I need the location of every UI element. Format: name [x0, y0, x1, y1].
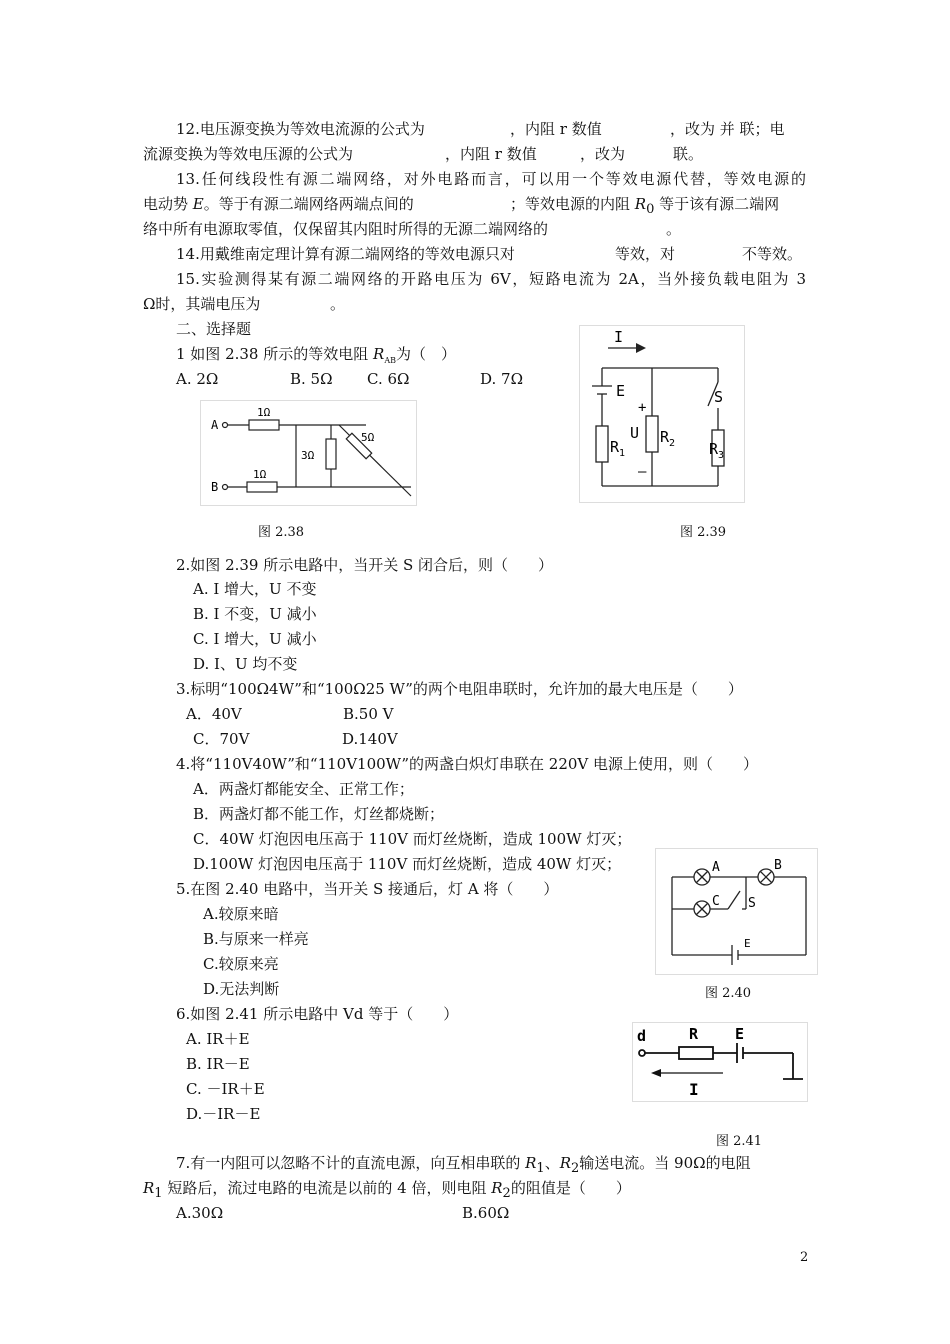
- q3-option-a: A．40V: [186, 705, 242, 723]
- q12-line2-a: 流源变换为等效电压源的公式为: [143, 145, 354, 163]
- q7-r1-symbol-2: R: [143, 1179, 155, 1197]
- q6-option-c: C. －IR＋E: [186, 1080, 265, 1098]
- figure-2-38-circuit: [201, 401, 416, 505]
- q13-emf-symbol: E: [192, 195, 204, 213]
- fig240-switch: S: [748, 896, 756, 911]
- q7-sep: 、: [544, 1154, 560, 1172]
- q1-option-d: D. 7Ω: [480, 370, 524, 388]
- q12-line1-c: ，改为 并 联；电: [670, 120, 785, 138]
- fig239-voltage-label: U: [630, 424, 640, 442]
- q7-line2-b: 的阻值是（ ）: [510, 1179, 631, 1197]
- q4-stem: 4.将“110V40W”和“110V100W”的两盏白炽灯串联在 220V 电源上使用，则（ ）: [176, 755, 759, 773]
- page-number: 2: [800, 1250, 809, 1265]
- fig239-source-label: E: [616, 382, 626, 400]
- q5-stem: 5.在图 2.40 电路中，当开关 S 接通后，灯 A 将（ ）: [176, 880, 559, 898]
- figure-2-39: [579, 325, 745, 503]
- q7-option-b: B.60Ω: [462, 1204, 510, 1222]
- fig239-current-label: I: [614, 328, 624, 346]
- q14-a: 14.用戴维南定理计算有源二端网络的等效电源只对: [176, 245, 515, 263]
- q7-r2-symbol: R: [559, 1154, 571, 1172]
- q5-option-c: C.较原来亮: [203, 955, 279, 973]
- q3-option-d: D.140V: [342, 730, 398, 748]
- fig241-current: I: [689, 1080, 699, 1099]
- fig238-r-top: 1Ω: [257, 406, 271, 419]
- q4-option-d: D.100W 灯泡因电压高于 110V 而灯丝烧断，造成 40W 灯灭；: [193, 855, 622, 873]
- q7-option-a: A.30Ω: [176, 1204, 224, 1222]
- q2-stem: 2.如图 2.39 所示电路中，当开关 S 闭合后，则（ ）: [176, 556, 554, 574]
- figure-2-39-circuit: [580, 326, 744, 502]
- figure-2-40-circuit: [656, 849, 817, 974]
- q13-line2-b: 。等于有源二端网络两端点间的: [203, 195, 414, 213]
- q1-option-a: A. 2Ω: [176, 370, 219, 388]
- q1-option-b: B. 5Ω: [290, 370, 333, 388]
- q13-line2-c: ；等效电源的内阻: [510, 195, 631, 213]
- figure-2-40: [655, 848, 818, 975]
- q15-line2-a: Ω时，其端电压为: [143, 295, 261, 313]
- fig240-caption: 图 2.40: [705, 986, 752, 1001]
- fig239-switch-label: S: [714, 388, 724, 406]
- q2-option-c: C. I 增大，U 减小: [193, 630, 317, 648]
- fig239-r3-label: $R_3$: [709, 440, 725, 461]
- fig239-r2-label: $R_2$: [660, 428, 676, 449]
- figure-2-41: [632, 1022, 808, 1102]
- q6-option-a: A. IR＋E: [186, 1030, 250, 1048]
- q12-line1-a: 12.电压源变换为等效电流源的公式为: [176, 120, 425, 138]
- q4-option-a: A．两盏灯都能安全、正常工作；: [193, 780, 414, 798]
- fig241-node-d: d: [637, 1027, 647, 1045]
- fig239-caption: 图 2.39: [680, 525, 727, 540]
- q7-line1-a: 7.有一内阻可以忽略不计的直流电源，向互相串联的: [176, 1154, 521, 1172]
- q1-rab-symbol: R: [373, 345, 385, 363]
- fig241-caption: 图 2.41: [716, 1134, 763, 1149]
- q5-option-a: A.较原来暗: [203, 905, 279, 923]
- q13-line1: 13.任何线段性有源二端网络，对外电路而言，可以用一个等效电源代替，等效电源的: [176, 170, 806, 188]
- q4-option-b: B．两盏灯都不能工作，灯丝都烧断；: [193, 805, 445, 823]
- q12-line1-b: ，内阻 r 数值: [510, 120, 602, 138]
- fig241-source: E: [735, 1025, 745, 1043]
- fig239-minus: –: [638, 464, 647, 480]
- q7-r2-sub: 2: [571, 1161, 580, 1176]
- fig240-source: E: [744, 937, 751, 950]
- q7-r1-symbol: R: [525, 1154, 537, 1172]
- fig238-node-a: A: [211, 418, 219, 432]
- figure-2-38: [200, 400, 417, 506]
- q13-r0-sub: 0: [646, 202, 655, 217]
- q12-line2-c: ，改为: [580, 145, 626, 163]
- q1-stem-b: 为（ ）: [395, 345, 456, 363]
- q12-line2-b: ，内阻 r 数值: [445, 145, 537, 163]
- q7-line2-a: 短路后，流过电路的电流是以前的 4 倍，则电阻: [167, 1179, 487, 1197]
- q6-option-b: B. IR－E: [186, 1055, 250, 1073]
- section-heading: 二、选择题: [176, 320, 252, 338]
- fig239-r1-label: $R_1$: [610, 438, 626, 459]
- q2-option-b: B. I 不变，U 减小: [193, 605, 317, 623]
- q3-option-c: C．70V: [193, 730, 250, 748]
- fig240-lamp-b: B: [774, 858, 782, 873]
- q13-line2-d: 等于该有源二端网: [659, 195, 780, 213]
- figure-2-41-circuit: [633, 1023, 807, 1101]
- fig241-resistor: R: [689, 1025, 699, 1043]
- q7-r1-sub: 1: [536, 1161, 545, 1176]
- fig238-r-mid: 3Ω: [301, 449, 315, 462]
- q13-line3-a: 络中所有电源取零值，仅保留其内阻时所得的无源二端网络的: [143, 220, 549, 238]
- q3-stem: 3.标明“100Ω4W”和“100Ω25 W”的两个电阻串联时，允许加的最大电压是（ ）: [176, 680, 743, 698]
- q1-stem-a: 1 如图 2.38 所示的等效电阻: [176, 345, 369, 363]
- q1-rab-sub: AB: [384, 356, 396, 365]
- fig240-lamp-c: C: [712, 894, 720, 909]
- q6-stem: 6.如图 2.41 所示电路中 Vd 等于（ ）: [176, 1005, 459, 1023]
- q7-r2-symbol-2: R: [491, 1179, 503, 1197]
- q1-option-c: C. 6Ω: [367, 370, 410, 388]
- q13-r0-symbol: R: [634, 195, 647, 213]
- q5-option-b: B.与原来一样亮: [203, 930, 309, 948]
- q15-line2-b: 。: [330, 295, 346, 313]
- q13-line3-b: 。: [666, 220, 682, 238]
- q6-option-d: D.－IR－E: [186, 1105, 261, 1123]
- q14-c: 不等效。: [742, 245, 803, 263]
- fig238-caption: 图 2.38: [258, 525, 305, 540]
- q7-r1-sub-2: 1: [154, 1186, 163, 1201]
- q5-option-d: D.无法判断: [203, 980, 280, 998]
- fig238-r-diag: 5Ω: [361, 431, 375, 444]
- fig240-lamp-a: A: [712, 860, 720, 875]
- fig238-node-b: B: [211, 480, 219, 494]
- q3-option-b: B.50 V: [343, 705, 394, 723]
- q12-line2-d: 联。: [673, 145, 704, 163]
- q15-line1: 15.实验测得某有源二端网络的开路电压为 6V，短路电流为 2A，当外接负载电阻为 3: [176, 270, 806, 288]
- q13-line2-a: 电动势: [143, 195, 189, 213]
- q2-option-d: D. I、U 均不变: [193, 655, 298, 673]
- q7-line1-b: 输送电流。当 90Ω的电阻: [579, 1154, 751, 1172]
- fig239-plus: +: [638, 400, 647, 416]
- q7-r2-sub-2: 2: [502, 1186, 511, 1201]
- fig238-r-bottom: 1Ω: [253, 468, 267, 481]
- q4-option-c: C．40W 灯泡因电压高于 110V 而灯丝烧断，造成 100W 灯灭；: [193, 830, 632, 848]
- q2-option-a: A. I 增大，U 不变: [193, 580, 317, 598]
- q14-b: 等效，对: [615, 245, 676, 263]
